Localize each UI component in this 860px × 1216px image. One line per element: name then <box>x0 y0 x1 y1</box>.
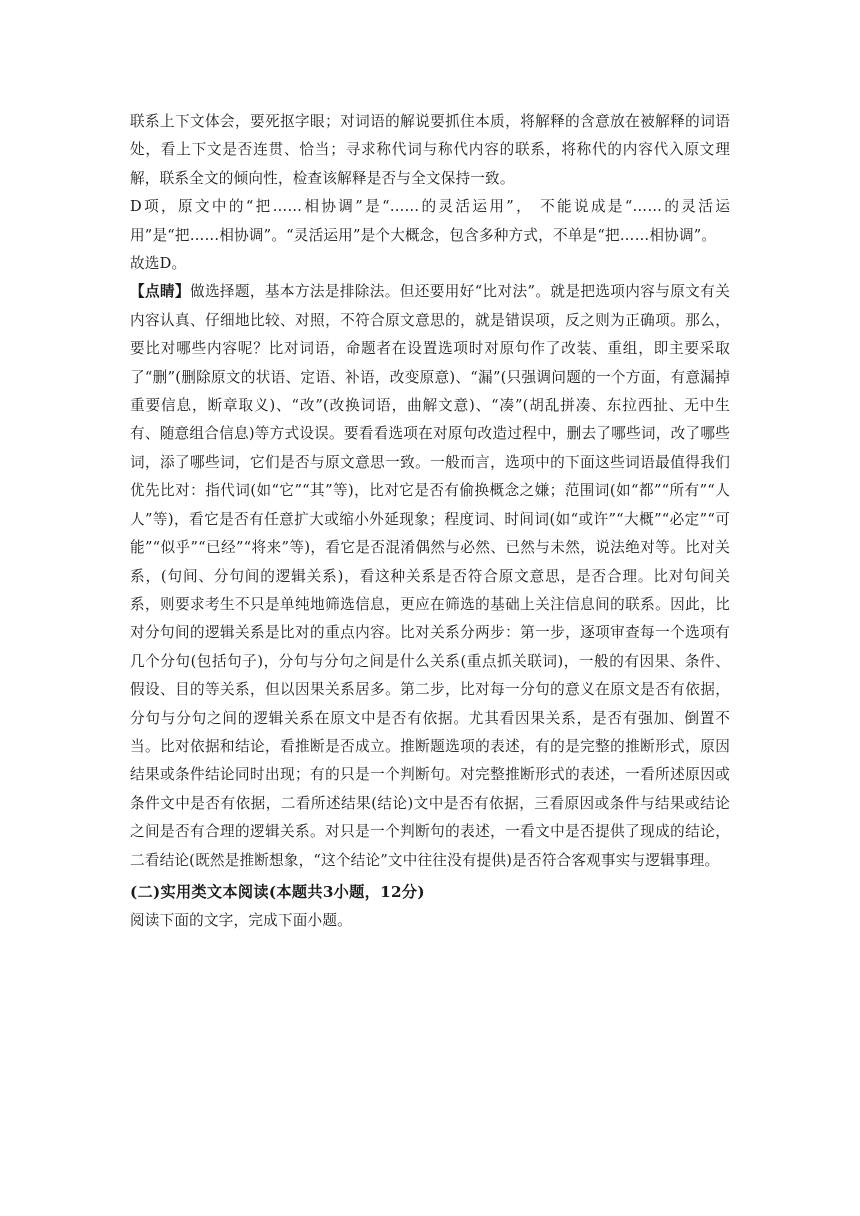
section-heading: (二)实用类文本阅读(本题共3小题，12分) <box>130 882 425 901</box>
section-instruction: 阅读下面的文字，完成下面小题。 <box>130 911 352 929</box>
tips-text: 做选择题，基本方法是排除法。但还要用好“比对法”。就是把选项内容与原文有关内容认真、仔细地比较、对照，不符合原文意思的，就是错误项，反之则为正确项。那么，要比对哪些内容呢？比对词语，命题者在设置选项时对原句作了改装、重组，即主要采取了“删”(删除原文的状语、定语、补语，改变原意)、“漏”(只强调问题的一个方面，有意漏掉重要信息，断章取义)、“改”(改换词语，曲解文意)、“凑”(胡乱拼凑、东拉西扯、无中生有、随意组合信息)等方式设误。要看看选项在对原句改造过程中，删去了哪些词，改了哪些词，添了哪些词，它们是否与原文意思一致。一般而言，选项中的下面这些词语最值得我们优先比对：指代词(如“它”“其”等)，比对它是否有偷换概念之嫌；范围词(如“都”“所有”“人人”等)，看它是否有任意扩大或缩小外延现象；程度词、时间词(如“或许”“大概”“必定”“可能”“似乎”“已经”“将来”等)，看它是否混淆偶然与必然、已然与未然，说法绝对等。比对关系，(句间、分句间的逻辑关系)，看这种关系是否符合原文意思，是否合理。比对句间关系，则要求考生不只是单纯地筛选信息，更应在筛选的基础上关注信息间的联系。因此，比对分句间的逻辑关系是比对的重点内容。比对关系分两步：第一步，逐项审查每一个选项有几个分句(包括句子)，分句与分句之间是什么关系(重点抓关联词)，一般的有因果、条件、假设、目的等关系，但以因果关系居多。第二步，比对每一分句的意义在原文是否有依据，分句与分句之间的逻辑关系在原文中是否有依据。尤其看因果关系，是否有强加、倒置不当。比对依据和结论，看推断是否成立。推断题选项的表述，有的是完整的推断形式，原因结果或条件结论同时出现；有的只是一个判断句。对完整推断形式的表述，一看所述原因或条件文中是否有依据，二看所述结果(结论)文中是否有依据，三看原因或条件与结果或结论之间是否有合理的逻辑关系。对只是一个判断句的表述，一看文中是否提供了现成的结论，二看结论(既然是推断想象，“这个结论”文中往往没有提供)是否符合客观事实与逻辑事理。 <box>130 283 730 869</box>
paragraph-answer: 故选D。 <box>130 255 187 273</box>
document-body <box>130 108 730 935</box>
paragraph-option-d: D项，原文中的“把……相协调”是“……的灵活运用”， 不能说成是“……的灵活运用”是“把……相协调”。“灵活运用”是个大概念，包含多种方式，不单是“把……相协调”。 <box>130 198 730 244</box>
tips-mark: 【点睛】 <box>130 283 190 301</box>
paragraph-tips <box>130 278 730 875</box>
paragraph-context-explanation: 联系上下文体会，要死抠字眼；对词语的解说要抓住本质，将解释的含意放在被解释的词语处，看上下文是否连贯、恰当；寻求称代词与称代内容的联系，将称代的内容代入原文理解，联系全文的倾向性，检查该解释是否与全文保持一致。 <box>130 113 730 187</box>
